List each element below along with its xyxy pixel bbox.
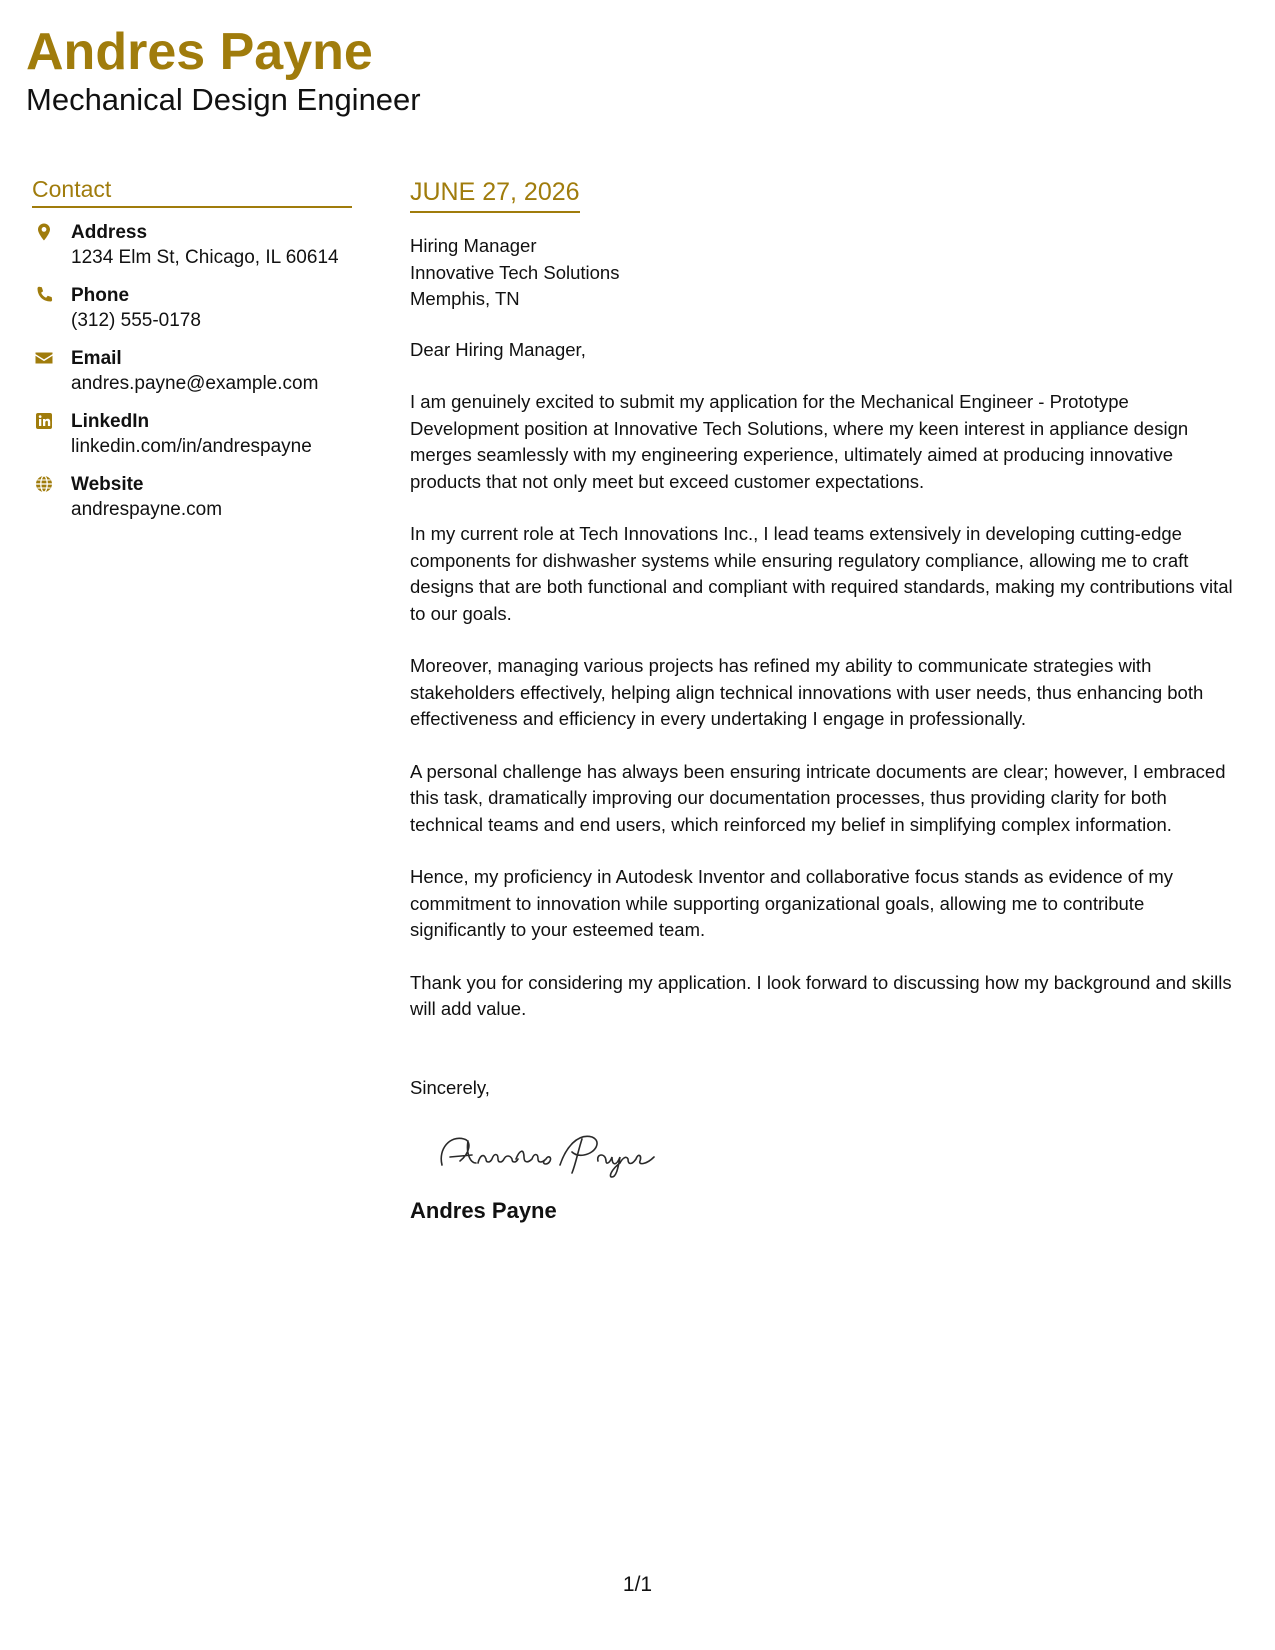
linkedin-icon — [34, 411, 54, 431]
phone-icon — [34, 285, 54, 305]
letter-paragraph: Thank you for considering my application. I look forward to discussing how my background and skills will add value. — [410, 971, 1232, 1019]
contact-item-email — [32, 346, 352, 396]
contact-value: andres.payne@example.com — [71, 373, 319, 394]
contact-sidebar — [32, 175, 352, 535]
applicant-name: Andres Payne — [26, 23, 373, 81]
handwritten-signature — [420, 1119, 680, 1185]
letter-paragraph: Moreover, managing various projects has refined my ability to communicate strategies with stakeholders effectively, helping align technical innovations with user needs, thus enhancing both effectiveness and efficiency in every undertaking I engage in professionally. — [410, 655, 1204, 729]
contact-item-phone — [32, 283, 352, 333]
letter-date-block — [410, 177, 580, 213]
letter-paragraph: I am genuinely excited to submit my application for the Mechanical Engineer - Prototype Development position at Innovative Tech Solutions, where my keen interest in appliance design merges seamlessly with my engineering experience, ultimately aimed at producing innovative products that not only meet but exceed customer expectations. — [410, 391, 1189, 492]
letter-date: JUNE 27, 2026 — [410, 178, 580, 206]
recipient-line: Hiring Manager — [410, 235, 537, 256]
letter-paragraph: In my current role at Tech Innovations Inc., I lead teams extensively in developing cutting-edge components for dishwasher systems while ensuring regulatory compliance, allowing me to craft designs that are both functional and compliant with required standards, making my contributions vital to our goals. — [410, 523, 1233, 624]
cover-letter-body — [410, 177, 1240, 1225]
contact-label: Email — [71, 348, 122, 369]
contact-label: Website — [71, 474, 144, 495]
contact-item-linkedin — [32, 409, 352, 459]
page-number: 1/1 — [622, 1573, 653, 1596]
applicant-job-title: Mechanical Design Engineer — [26, 82, 421, 117]
contact-value: (312) 555-0178 — [71, 310, 201, 331]
contact-label: Phone — [71, 285, 130, 306]
contact-value: 1234 Elm St, Chicago, IL 60614 — [71, 247, 339, 268]
contact-value: andrespayne.com — [71, 499, 223, 520]
contact-heading: Contact — [32, 175, 352, 208]
recipient-address — [410, 233, 1240, 313]
contact-label: Address — [71, 222, 148, 243]
contact-item-address — [32, 220, 352, 270]
recipient-line: Innovative Tech Solutions — [410, 261, 620, 283]
letter-paragraph: A personal challenge has always been ensuring intricate documents are clear; however, I embraced this task, dramatically improving our documentation processes, thus providing clarity for both technical teams and end users, which reinforced my belief in simplifying complex information. — [410, 760, 1226, 835]
contact-item-website — [32, 472, 352, 522]
envelope-icon — [34, 348, 54, 368]
recipient-line: Memphis, TN — [410, 288, 520, 309]
contact-value: linkedin.com/in/andrespayne — [71, 436, 312, 457]
contact-label: LinkedIn — [71, 411, 150, 432]
map-pin-icon — [34, 222, 54, 242]
closing: Sincerely, — [410, 1076, 490, 1098]
globe-icon — [34, 474, 54, 494]
letter-paragraph: Hence, my proficiency in Autodesk Inventor and collaborative focus stands as evidence of my commitment to innovation while supporting organizational goals, allowing me to contribute significantly to your esteemed team. — [410, 866, 1174, 940]
salutation: Dear Hiring Manager, — [410, 338, 586, 360]
resume-header — [26, 22, 421, 118]
signer-name: Andres Payne — [410, 1198, 557, 1223]
